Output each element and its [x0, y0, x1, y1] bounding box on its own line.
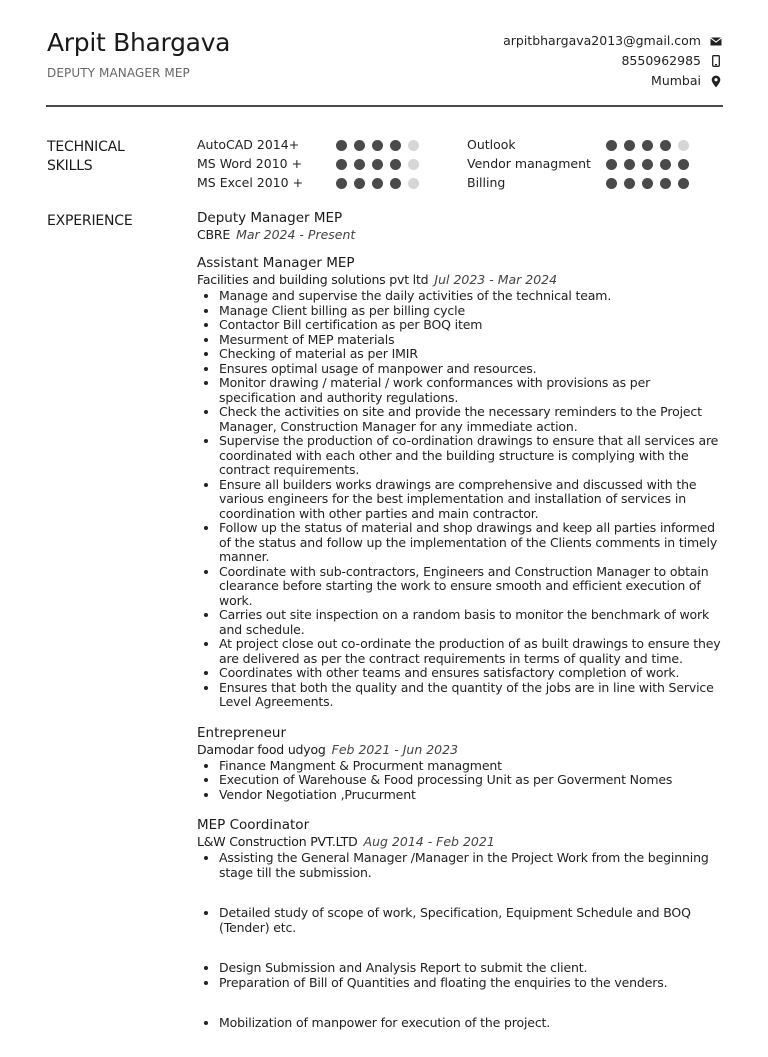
rating-dot-filled [336, 178, 347, 189]
bullet-item: • Ensures optimal usage of manpower and resources. [219, 362, 727, 377]
phone-icon [709, 55, 723, 67]
bullet-item: • Checking of material as per IMIR [219, 347, 727, 362]
rating-dot-filled [390, 159, 401, 170]
rating-dot-filled [606, 159, 617, 170]
skill-rating [336, 159, 426, 170]
rating-dot-filled [354, 159, 365, 170]
rating-dot-filled [354, 140, 365, 151]
job-entry [197, 254, 727, 710]
skill-label: MS Excel 2010 + [197, 175, 304, 190]
rating-dot-filled [624, 140, 635, 151]
job-title: Deputy Manager MEP [197, 210, 343, 226]
bullet-item: • At project close out co-ordinate the production of as built drawings to ensure they are delivered as per the contract requirements in terms of quality and time. [219, 637, 727, 666]
skill-rating [606, 159, 696, 170]
rating-dot-empty [408, 178, 419, 189]
candidate-title: DEPUTY MANAGER MEP [47, 66, 190, 80]
bullet-item: • Coordinate with sub-contractors, Engineers and Construction Manager to obtain clearance before starting the work to ensure smooth and efficient execution of work. [219, 565, 727, 609]
skill-label: Billing [467, 175, 506, 190]
section-title-skills: TECHNICAL SKILLS [47, 139, 125, 174]
job-meta [197, 272, 727, 288]
rating-dot-filled [390, 140, 401, 151]
job-entry [197, 724, 727, 803]
rating-dot-filled [678, 159, 689, 170]
rating-dot-filled [336, 140, 347, 151]
rating-dot-filled [678, 178, 689, 189]
job-dates: Feb 2021 - Jun 2023 [331, 741, 459, 757]
location-row [503, 71, 723, 91]
skill-label: MS Word 2010 + [197, 156, 303, 171]
rating-dot-empty [678, 140, 689, 151]
phone-text[interactable]: 8550962985 [621, 53, 701, 68]
bullet-item: • Manage and supervise the daily activities of the technical team. [219, 289, 727, 304]
rating-dot-filled [372, 159, 383, 170]
rating-dot-filled [642, 140, 653, 151]
job-entry [197, 816, 727, 1031]
bullet-item: • Supervise the production of co-ordination drawings to ensure that all services are coordinated with each other and the building structure is complying with the contract requirements. [219, 434, 727, 478]
rating-dot-filled [606, 178, 617, 189]
rating-dot-filled [642, 159, 653, 170]
section-title-experience: EXPERIENCE [47, 213, 133, 229]
bullet-item: • Ensure all builders works drawings are comprehensive and discussed with the various engineers for the best implementation and installation of services in coordination with other parties and main contractor. [219, 478, 727, 522]
rating-dot-empty [408, 140, 419, 151]
bullet-item: • Design Submission and Analysis Report to submit the client. [219, 961, 727, 976]
envelope-icon [709, 37, 723, 46]
job-title: Assistant Manager MEP [197, 255, 355, 271]
job-entry [197, 209, 727, 243]
bullet-item: • Finance Mangment & Procurment managment [219, 759, 727, 774]
rating-dot-filled [660, 178, 671, 189]
location-text: Mumbai [651, 73, 701, 88]
rating-dot-filled [336, 159, 347, 170]
skill-label: AutoCAD 2014+ [197, 137, 300, 152]
skill-rating [336, 178, 426, 189]
job-dates: Jul 2023 - Mar 2024 [434, 272, 558, 287]
bullet-item: • Manage Client billing as per billing cycle [219, 304, 727, 319]
contact-block [503, 31, 723, 91]
bullet-item: • Detailed study of scope of work, Specification, Equipment Schedule and BOQ (Tender) etc. [219, 906, 727, 935]
bullet-item: • Vendor Negotiation ,Prucurment [219, 788, 727, 803]
bullet-item: • Preparation of Bill of Quantities and floating the enquiries to the venders. [219, 976, 727, 991]
candidate-name: Arpit Bhargava [47, 28, 231, 57]
job-bullets [197, 759, 727, 803]
email-row [503, 31, 723, 51]
job-dates: Mar 2024 - Present [236, 227, 356, 242]
company-name: CBRE [197, 227, 231, 242]
skill-label: Vendor managment [467, 156, 591, 171]
bullet-item: • Coordinates with other teams and ensures satisfactory completion of work. [219, 666, 727, 681]
rating-dot-filled [354, 178, 365, 189]
job-bullets [197, 289, 727, 710]
rating-dot-filled [390, 178, 401, 189]
job-bullets [197, 851, 727, 1031]
rating-dot-filled [660, 159, 671, 170]
job-dates: Aug 2014 - Feb 2021 [363, 834, 495, 849]
rating-dot-filled [660, 140, 671, 151]
map-pin-icon [709, 75, 723, 88]
job-title: MEP Coordinator [197, 817, 310, 833]
skill-rating [606, 140, 696, 151]
bullet-item: • Execution of Warehouse & Food processing Unit as per Goverment Nomes [219, 773, 727, 788]
bullet-item: • Follow up the status of material and shop drawings and keep all parties informed of the status and follow up the implementation of the Clients comments in timely manner. [219, 521, 727, 565]
experience-list [197, 209, 727, 1057]
skill-label: Outlook [467, 137, 516, 152]
job-meta [197, 227, 727, 243]
rating-dot-empty [408, 159, 419, 170]
skill-rating [606, 178, 696, 189]
bullet-item: • Mesurment of MEP materials [219, 333, 727, 348]
company-name: Facilities and building solutions pvt ltd [197, 272, 429, 287]
rating-dot-filled [372, 140, 383, 151]
rating-dot-filled [372, 178, 383, 189]
phone-row [503, 51, 723, 71]
bullet-item: • Carries out site inspection on a random basis to monitor the benchmark of work and schedule. [219, 608, 727, 637]
rating-dot-filled [624, 178, 635, 189]
bullet-item: • Monitor drawing / material / work conformances with provisions as per specification and authority regulations. [219, 376, 727, 405]
bullet-item: • Mobilization of manpower for execution of the project. [219, 1016, 727, 1031]
skill-rating [336, 140, 426, 151]
header-divider [46, 105, 723, 107]
rating-dot-filled [642, 178, 653, 189]
rating-dot-filled [624, 159, 635, 170]
bullet-item: • Ensures that both the quality and the quantity of the jobs are in line with Service Level Agreements. [219, 681, 727, 710]
bullet-item: • Assisting the General Manager /Manager in the Project Work from the beginning stage till the submission. [219, 851, 727, 880]
company-name: Damodar food udyog [197, 741, 326, 757]
company-name: L&W Construction PVT.LTD [197, 834, 358, 849]
email-text[interactable]: arpitbhargava2013@gmail.com [503, 33, 701, 48]
rating-dot-filled [606, 140, 617, 151]
job-title: Entrepreneur [197, 724, 287, 741]
bullet-item: • Contactor Bill certification as per BOQ item [219, 318, 727, 333]
job-meta [197, 834, 727, 850]
job-meta [197, 742, 727, 758]
bullet-item: • Check the activities on site and provide the necessary reminders to the Project Manager, Construction Manager for any immediate action. [219, 405, 727, 434]
